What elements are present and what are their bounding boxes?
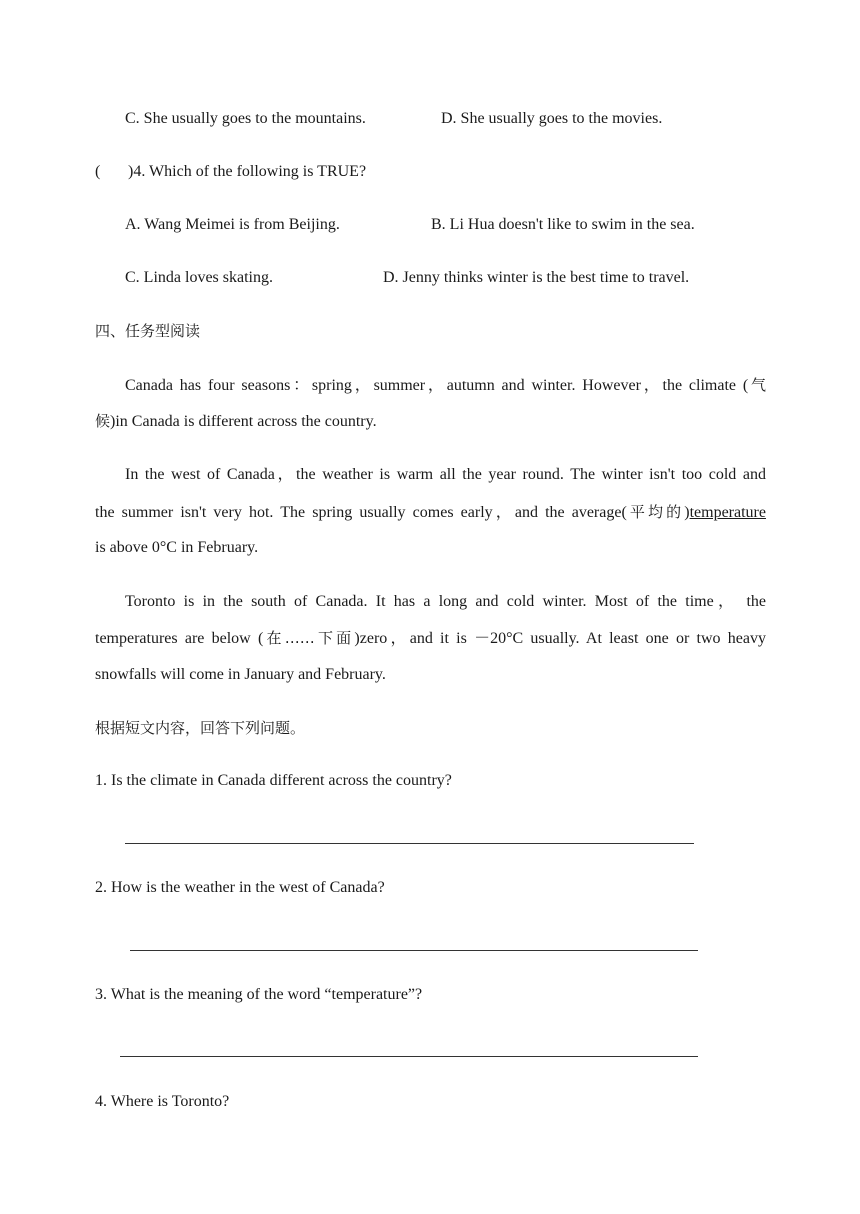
passage-p1-line2: 候)in Canada is different across the country. [95, 412, 377, 430]
q3-option-c: C. She usually goes to the mountains. [125, 110, 366, 127]
q4-stem: )4. Which of the following is TRUE? [128, 163, 367, 180]
passage-p3-line1: Toronto is in the south of Canada. It has a long and cold winter. Most of the time， the [125, 593, 766, 610]
question-3: 3. What is the meaning of the word “temperature”? [95, 986, 423, 1003]
passage-p2-line1: In the west of Canada，the weather is warm all the year round. The winter isn't too cold and [125, 466, 766, 483]
passage-p2-line3: is above 0°C in February. [95, 539, 259, 556]
q4-option-d: D. Jenny thinks winter is the best time to travel. [383, 269, 690, 286]
passage-p2-line2: the summer isn't very hot. The spring usually comes early，and the average(平均的)temperature [95, 503, 766, 521]
question-1: 1. Is the climate in Canada different across the country? [95, 772, 452, 789]
q4-answer-paren: ( [95, 163, 101, 180]
answer-line-2[interactable] [130, 950, 698, 951]
q4-option-c: C. Linda loves skating. [125, 269, 273, 286]
passage-p3-line3: snowfalls will come in January and February. [95, 666, 386, 683]
question-2: 2. How is the weather in the west of Canada? [95, 879, 385, 896]
q4-option-b: B. Li Hua doesn't like to swim in the sea. [431, 216, 695, 233]
q3-option-d: D. She usually goes to the movies. [441, 110, 663, 127]
section-heading: 四、任务型阅读 [95, 322, 201, 340]
answer-line-1[interactable] [125, 843, 694, 844]
underlined-word-temperature: temperature [689, 504, 766, 521]
question-4: 4. Where is Toronto? [95, 1093, 230, 1110]
passage-p3-line2: temperatures are below (在……下面)zero，and it is －20°C usually. At least one or two heavy [95, 629, 766, 647]
instruction-text: 根据短文内容，回答下列问题。 [95, 719, 306, 737]
answer-line-3[interactable] [120, 1056, 698, 1057]
q4-option-a: A. Wang Meimei is from Beijing. [125, 216, 340, 233]
passage-p1-line1: Canada has four seasons：spring，summer，autumn and winter. However，the climate (气 [125, 376, 766, 394]
